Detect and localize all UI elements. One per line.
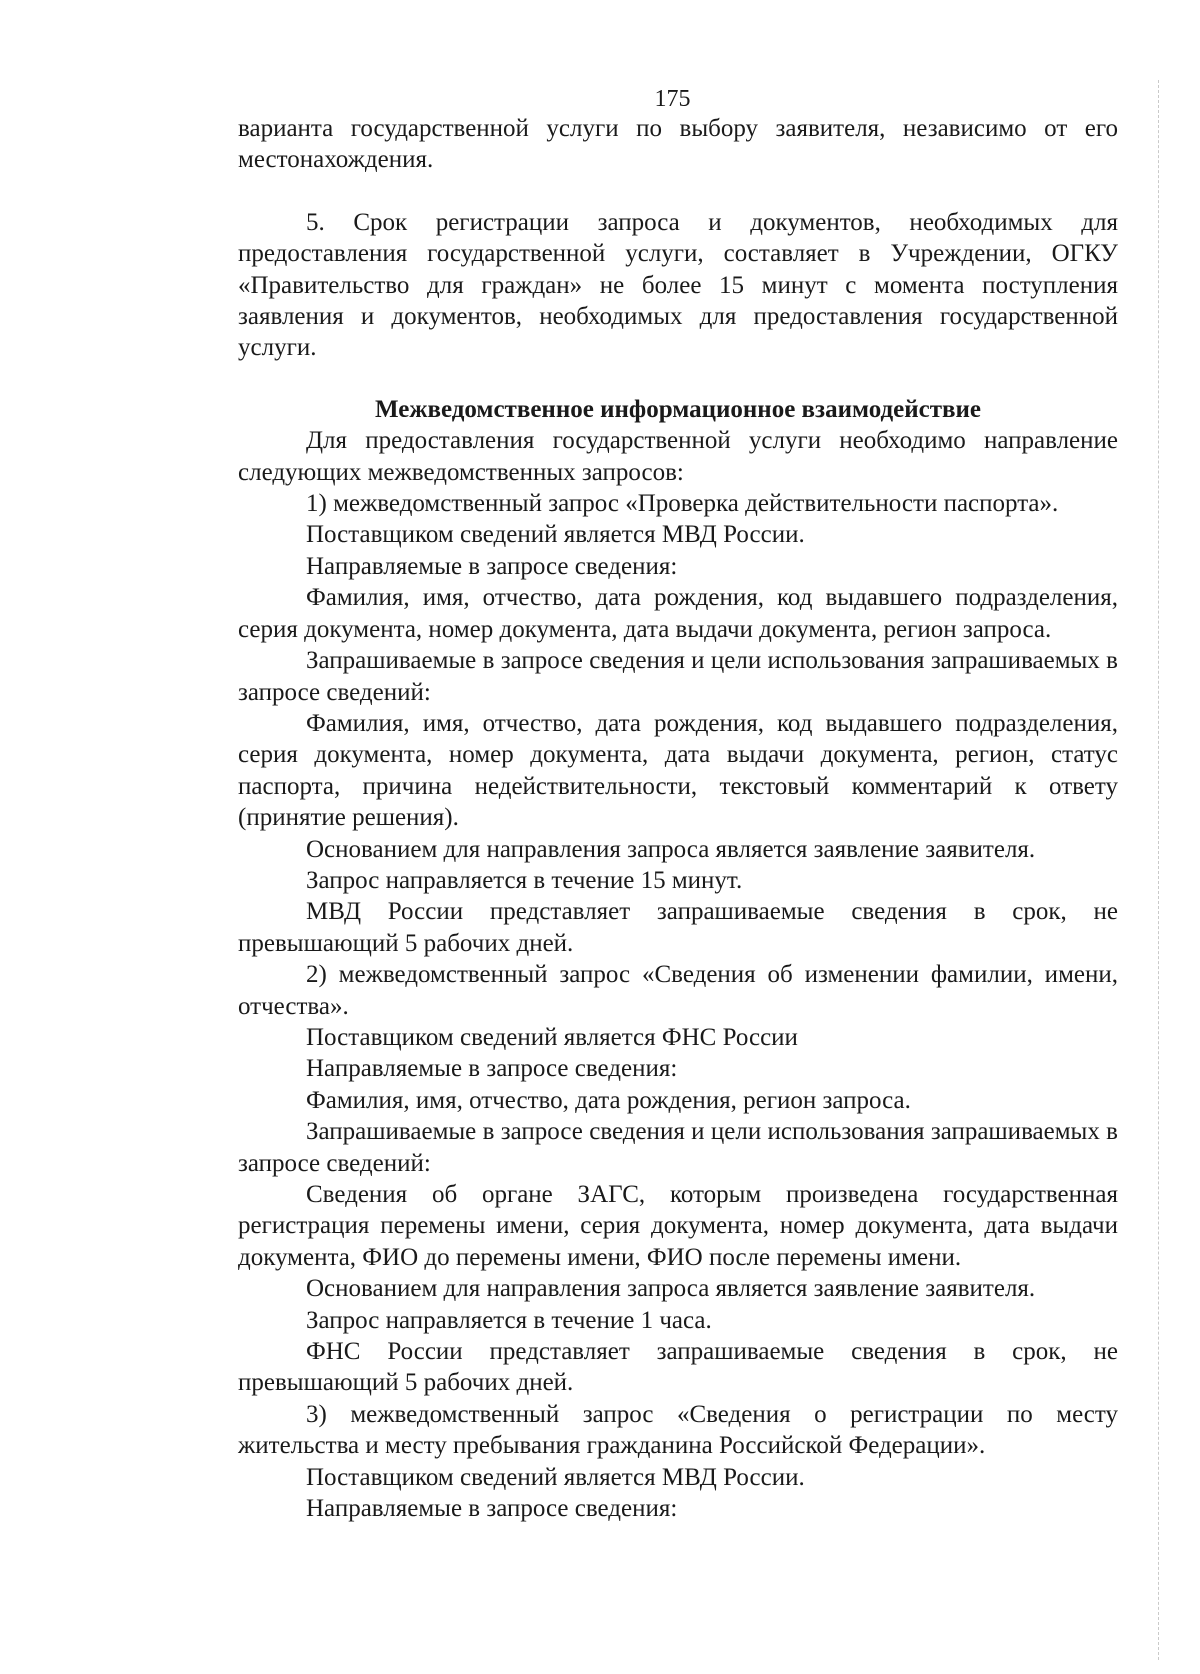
paragraph: Поставщиком сведений является МВД России. <box>306 1463 805 1491</box>
page-number: 175 <box>654 86 691 112</box>
paragraph: МВД России представляет запрашиваемые сведения в срок, не превышающий 5 рабочих дней. <box>238 898 1118 957</box>
paragraph: 2) межведомственный запрос «Сведения об изменении фамилии, имени, отчества». <box>238 961 1118 1020</box>
paragraph: Фамилия, имя, отчество, дата рождения, код выдавшего подразделения, серия документа, номер документа, дата выдачи документа, регион, статус паспорта, причина недействительности, текстовый комментарий к ответу (принятие решения). <box>238 709 1118 832</box>
paragraph: Направляемые в запросе сведения: <box>306 552 678 580</box>
paragraph: Фамилия, имя, отчество, дата рождения, регион запроса. <box>306 1086 911 1114</box>
paragraph: Направляемые в запросе сведения: <box>306 1055 678 1083</box>
paragraph: Основанием для направления запроса является заявление заявителя. <box>306 1275 1036 1303</box>
document-body <box>238 113 1118 1524</box>
paragraph: Запрашиваемые в запросе сведения и цели использования запрашиваемых в запросе сведений: <box>238 1118 1118 1177</box>
paragraph: 3) межведомственный запрос «Сведения о регистрации по месту жительства и месту пребывания гражданина Российской Федерации». <box>238 1400 1118 1460</box>
paragraph: Запрос направляется в течение 1 часа. <box>306 1306 712 1334</box>
paragraph: Поставщиком сведений является ФНС России <box>306 1023 798 1051</box>
paragraph: Направляемые в запросе сведения: <box>306 1495 678 1523</box>
paragraph: Запрос направляется в течение 15 минут. <box>306 866 743 894</box>
paragraph-registration-term: 5. Срок регистрации запроса и документов, необходимых для предоставления государственной услуги, составляет в Учреждении, ОГКУ «Правительство для граждан» не более 15 минут с момента поступления заявления и документов, необходимых для предоставления государственной услуги. <box>238 208 1118 362</box>
paragraph: ФНС России представляет запрашиваемые сведения в срок, не превышающий 5 рабочих дней. <box>238 1338 1118 1397</box>
paragraph: Основанием для направления запроса является заявление заявителя. <box>306 835 1036 863</box>
paragraph: Фамилия, имя, отчество, дата рождения, код выдавшего подразделения, серия документа, номер документа, дата выдачи документа, регион запроса. <box>238 584 1118 643</box>
paragraph: Запрашиваемые в запросе сведения и цели использования запрашиваемых в запросе сведений: <box>238 647 1118 706</box>
section-heading: Межведомственное информационное взаимодействие <box>375 395 981 423</box>
paragraph-continuation: варианта государственной услуги по выбору заявителя, независимо от его местонахождения. <box>238 115 1118 174</box>
scan-edge-artifact <box>1158 80 1159 1660</box>
paragraph: Сведения об органе ЗАГС, которым произведена государственная регистрация перемены имени, серия документа, номер документа, дата выдачи документа, ФИО до перемены имени, ФИО после перемены имени. <box>238 1181 1118 1271</box>
paragraph: Поставщиком сведений является МВД России. <box>306 521 805 549</box>
paragraph: 1) межведомственный запрос «Проверка действительности паспорта». <box>306 490 1059 518</box>
paragraph: Для предоставления государственной услуги необходимо направление следующих межведомственных запросов: <box>238 427 1118 486</box>
